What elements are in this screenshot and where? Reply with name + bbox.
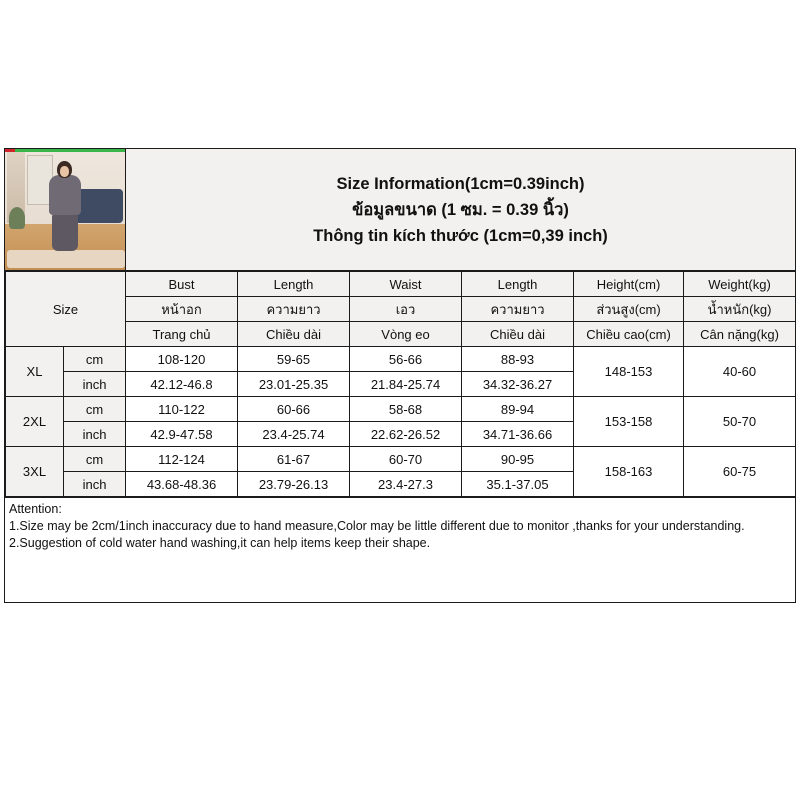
cell-bust: 108-120: [126, 347, 238, 372]
cell-waist: 58-68: [350, 397, 462, 422]
header-length2-en: Length: [462, 272, 574, 297]
title-block: [126, 149, 795, 270]
row-unit-cm: cm: [64, 397, 126, 422]
product-photo: [5, 149, 126, 270]
header-length2-th: ความยาว: [462, 297, 574, 322]
header-length2-vi: Chiều dài: [462, 322, 574, 347]
cell-weight: 50-70: [684, 397, 796, 447]
header-waist-en: Waist: [350, 272, 462, 297]
cell-weight: 60-75: [684, 447, 796, 497]
header-bust-vi: Trang chủ: [126, 322, 238, 347]
cell-waist: 23.4-27.3: [350, 472, 462, 497]
photo-model-body: [49, 175, 81, 215]
cell-waist: 60-70: [350, 447, 462, 472]
attention-line-2: 2.Suggestion of cold water hand washing,it can help items keep their shape.: [9, 536, 431, 550]
cell-length: 23.01-25.35: [238, 372, 350, 397]
photo-model-face: [60, 166, 69, 177]
header-size-label: Size: [6, 272, 126, 347]
attention-line-1: 1.Size may be 2cm/1inch inaccuracy due to hand measure,Color may be little different due to monitor ,thanks for your understanding.: [9, 519, 745, 533]
cell-height: 148-153: [574, 347, 684, 397]
cell-waist: 56-66: [350, 347, 462, 372]
row-unit-inch: inch: [64, 472, 126, 497]
cell-height: 153-158: [574, 397, 684, 447]
table-row: [6, 397, 796, 422]
photo-plant: [9, 207, 25, 229]
photo-sofa: [75, 189, 123, 223]
cell-length: 61-67: [238, 447, 350, 472]
header-weight-th: น้ำหนัก(kg): [684, 297, 796, 322]
title-line-th: ข้อมูลขนาด (1 ซม. = 0.39 นิ้ว): [352, 200, 569, 219]
header-length-en: Length: [238, 272, 350, 297]
cell-bust: 43.68-48.36: [126, 472, 238, 497]
photo-green-bar: [5, 149, 126, 152]
table-header-row-1: [6, 272, 796, 297]
header-height-vi: Chiều cao(cm): [574, 322, 684, 347]
cell-length2: 34.71-36.66: [462, 422, 574, 447]
header-waist-th: เอว: [350, 297, 462, 322]
title-line-en: Size Information(1cm=0.39inch): [336, 174, 585, 193]
size-table: [5, 271, 796, 497]
row-unit-inch: inch: [64, 372, 126, 397]
cell-length2: 34.32-36.27: [462, 372, 574, 397]
row-size-xl: XL: [6, 347, 64, 397]
cell-bust: 42.12-46.8: [126, 372, 238, 397]
cell-waist: 22.62-26.52: [350, 422, 462, 447]
row-unit-cm: cm: [64, 447, 126, 472]
header-weight-vi: Cân nặng(kg): [684, 322, 796, 347]
header-length-th: ความยาว: [238, 297, 350, 322]
row-unit-inch: inch: [64, 422, 126, 447]
cell-bust: 42.9-47.58: [126, 422, 238, 447]
cell-length: 60-66: [238, 397, 350, 422]
table-row: [6, 347, 796, 372]
attention-heading: Attention:: [9, 502, 62, 516]
chart-header: [5, 149, 795, 271]
cell-length: 59-65: [238, 347, 350, 372]
cell-waist: 21.84-25.74: [350, 372, 462, 397]
cell-bust: 110-122: [126, 397, 238, 422]
cell-bust: 112-124: [126, 447, 238, 472]
header-bust-en: Bust: [126, 272, 238, 297]
attention-block: [5, 497, 795, 556]
cell-length: 23.79-26.13: [238, 472, 350, 497]
row-size-2xl: 2XL: [6, 397, 64, 447]
header-height-en: Height(cm): [574, 272, 684, 297]
header-bust-th: หน้าอก: [126, 297, 238, 322]
row-size-3xl: 3XL: [6, 447, 64, 497]
row-unit-cm: cm: [64, 347, 126, 372]
photo-model-legs: [52, 213, 78, 251]
cell-height: 158-163: [574, 447, 684, 497]
cell-length2: 88-93: [462, 347, 574, 372]
size-chart-sheet: [4, 148, 796, 603]
title-line-vi: Thông tin kích thước (1cm=0,39 inch): [313, 226, 608, 245]
photo-rug: [7, 250, 125, 268]
table-row: [6, 447, 796, 472]
header-height-th: ส่วนสูง(cm): [574, 297, 684, 322]
photo-red-bar: [5, 149, 15, 152]
header-weight-en: Weight(kg): [684, 272, 796, 297]
cell-weight: 40-60: [684, 347, 796, 397]
cell-length2: 35.1-37.05: [462, 472, 574, 497]
header-waist-vi: Vòng eo: [350, 322, 462, 347]
cell-length2: 89-94: [462, 397, 574, 422]
header-length-vi: Chiều dài: [238, 322, 350, 347]
cell-length: 23.4-25.74: [238, 422, 350, 447]
cell-length2: 90-95: [462, 447, 574, 472]
